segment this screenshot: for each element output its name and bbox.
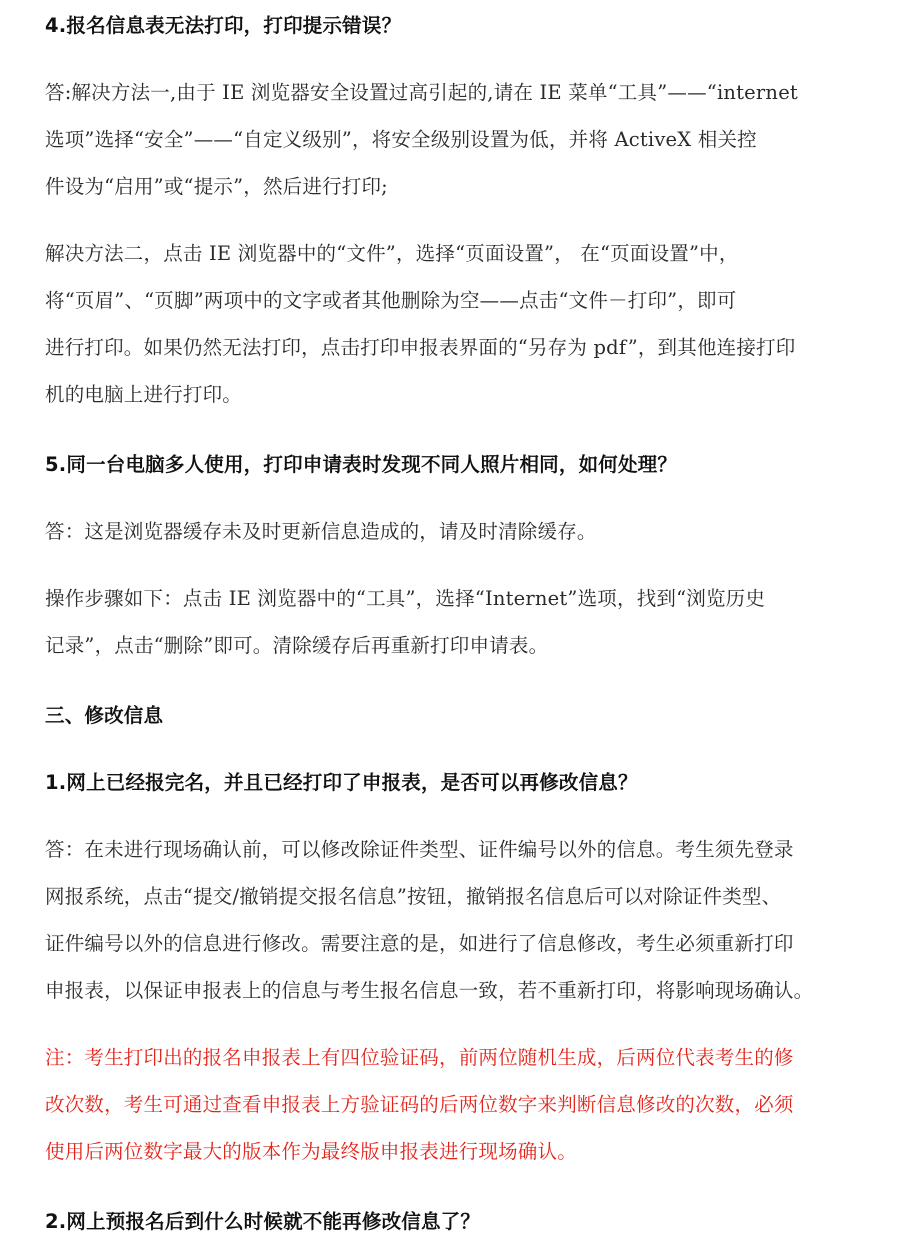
- question-4-title: 4.报名信息表无法打印，打印提示错误？: [45, 14, 402, 37]
- s3q1-answer-line-1: 答：在未进行现场确认前，可以修改除证件类型、证件编号以外的信息。考生须先登录: [45, 838, 794, 861]
- section3-question-2-title: 2.网上预报名后到什么时候就不能再修改信息了？: [45, 1210, 481, 1233]
- q4-answer1-line-1: 答:解决方法一,由于 IE 浏览器安全设置过高引起的,请在 IE 菜单“工具”——“internet: [45, 81, 798, 104]
- section3-question-1-title: 1.网上已经报完名，并且已经打印了申报表，是否可以再修改信息？: [45, 771, 638, 794]
- s3q1-answer-line-2: 网报系统，点击“提交/撤销提交报名信息”按钮，撤销报名信息后可以对除证件类型、: [45, 885, 782, 908]
- s3q1-note-line-2: 改次数，考生可通过查看申报表上方验证码的后两位数字来判断信息修改的次数，必须: [45, 1093, 794, 1116]
- q4-answer2-line-3: 进行打印。如果仍然无法打印，点击打印申报表界面的“另存为 pdf”，到其他连接打印: [45, 336, 796, 359]
- q4-answer2-line-1: 解决方法二，点击 IE 浏览器中的“文件”，选择“页面设置”， 在“页面设置”中，: [45, 242, 739, 265]
- s3q1-note-line-1: 注：考生打印出的报名申报表上有四位验证码，前两位随机生成，后两位代表考生的修: [45, 1046, 794, 1069]
- q5-steps-line-1: 操作步骤如下：点击 IE 浏览器中的“工具”，选择“Internet”选项，找到“浏览历史: [45, 587, 766, 610]
- q4-answer1-line-3: 件设为“启用”或“提示”，然后进行打印;: [45, 175, 388, 198]
- section-3-title: 三、修改信息: [45, 704, 164, 727]
- question-5-title: 5.同一台电脑多人使用，打印申请表时发现不同人照片相同，如何处理？: [45, 453, 678, 476]
- s3q1-answer-line-3: 证件编号以外的信息进行修改。需要注意的是，如进行了信息修改，考生必须重新打印: [45, 932, 794, 955]
- s3q1-note-line-3: 使用后两位数字最大的版本作为最终版申报表进行现场确认。: [45, 1140, 577, 1163]
- q4-answer2-line-2: 将“页眉”、“页脚”两项中的文字或者其他删除为空——点击“文件－打印”，即可: [45, 289, 737, 312]
- q4-answer2-line-4: 机的电脑上进行打印。: [45, 383, 243, 406]
- q5-steps-line-2: 记录”，点击“删除”即可。清除缓存后再重新打印申请表。: [45, 634, 549, 657]
- q4-answer1-line-2: 选项”选择“安全”——“自定义级别”，将安全级别设置为低，并将 ActiveX 相关控: [45, 128, 757, 151]
- s3q1-answer-line-4: 申报表，以保证申报表上的信息与考生报名信息一致，若不重新打印，将影响现场确认。: [45, 979, 814, 1002]
- q5-answer-line-1: 答：这是浏览器缓存未及时更新信息造成的，请及时清除缓存。: [45, 520, 597, 543]
